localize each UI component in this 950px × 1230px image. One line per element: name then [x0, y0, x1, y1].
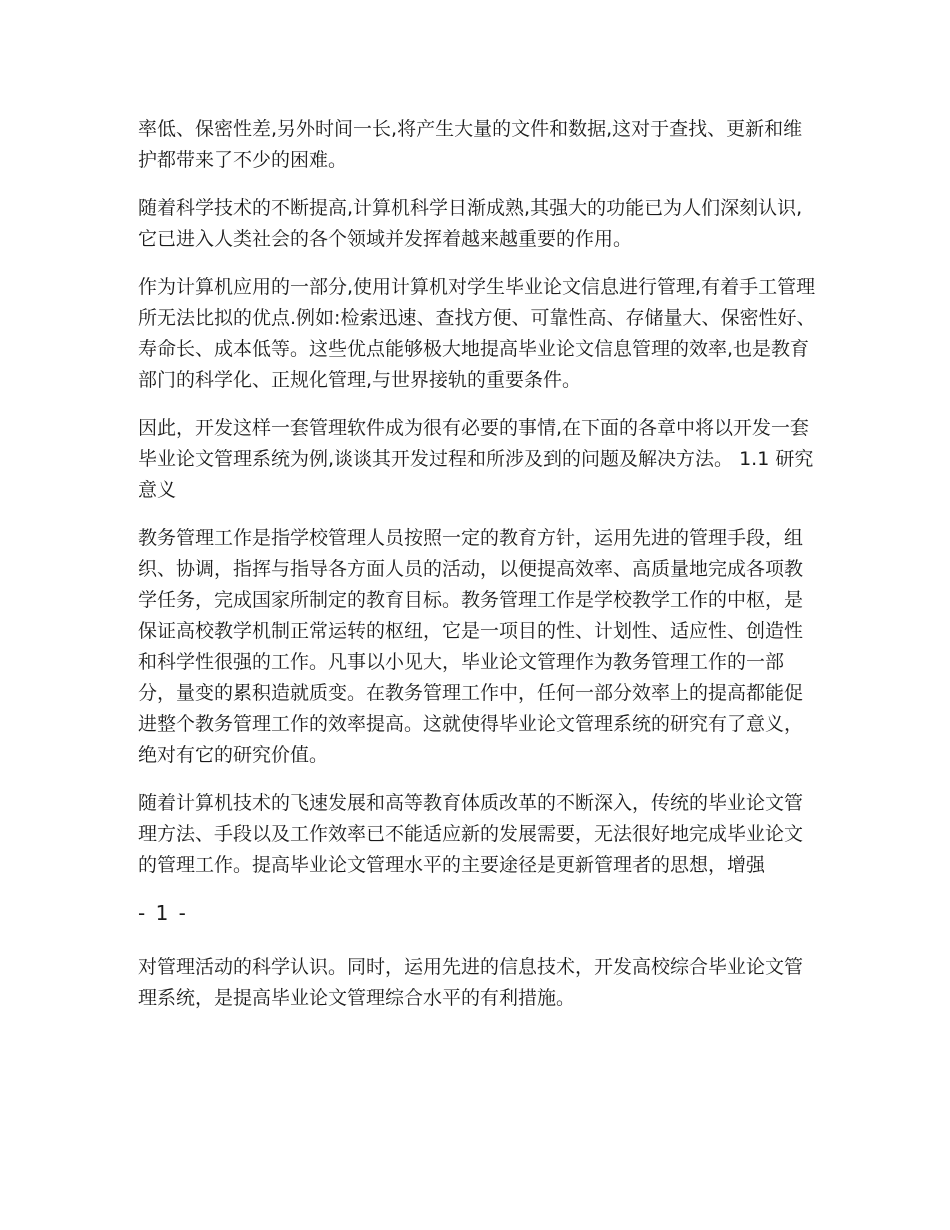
paragraph: 教务管理工作是指学校管理人员按照一定的教育方针，运用先进的管理手段，组织、协调，指挥与指导各方面人员的活动，以便提高效率、高质量地完成各项教学任务，完成国家所制定的教育目标。教务管理工作是学校教学工作的中枢，是保证高校教学机制正常运转的枢纽，它是一项目的性、计划性、适应性、创造性和科学性很强的工作。凡事以小见大，毕业论文管理作为教务管理工作的一部分，量变的累积造就质变。在教务管理工作中，任何一部分效率上的提高都能促进整个教务管理工作的效率提高。这就使得毕业论文管理系统的研究有了意义，绝对有它的研究价值。 [138, 527, 804, 766]
paragraph: 率低、保密性差,另外时间一长,将产生大量的文件和数据,这对于查找、更新和维护都带来了不少的困难。 [138, 118, 803, 171]
paragraph: 因此，开发这样一套管理软件成为很有必要的事情,在下面的各章中将以开发一套毕业论文管理系统为例,谈谈其开发过程和所涉及到的问题及解决方法。 1.1 研究意义 [138, 417, 814, 501]
document-body [138, 114, 818, 1031]
page-number: - 1 - [138, 901, 188, 925]
paragraph: 随着科学技术的不断提高,计算机科学日渐成熟,其强大的功能已为人们深刻认识,它已进入人类社会的各个领域并发挥着越来越重要的作用。 [138, 197, 803, 250]
paragraph: 对管理活动的科学认识。同时，运用先进的信息技术，开发高校综合毕业论文管理系统，是提高毕业论文管理综合水平的有利措施。 [138, 956, 804, 1009]
paragraph: 作为计算机应用的一部分,使用计算机对学生毕业论文信息进行管理,有着手工管理所无法比拟的优点.例如:检索迅速、查找方便、可靠性高、存储量大、保密性好、寿命长、成本低等。这些优点能够极大地提高毕业论文信息管理的效率,也是教育部门的科学化、正规化管理,与世界接轨的重要条件。 [138, 276, 816, 391]
paragraph: 随着计算机技术的飞速发展和高等教育体质改革的不断深入，传统的毕业论文管理方法、手段以及工作效率已不能适应新的发展需要，无法很好地完成毕业论文的管理工作。提高毕业论文管理水平的主要途径是更新管理者的思想，增强 [138, 792, 804, 876]
